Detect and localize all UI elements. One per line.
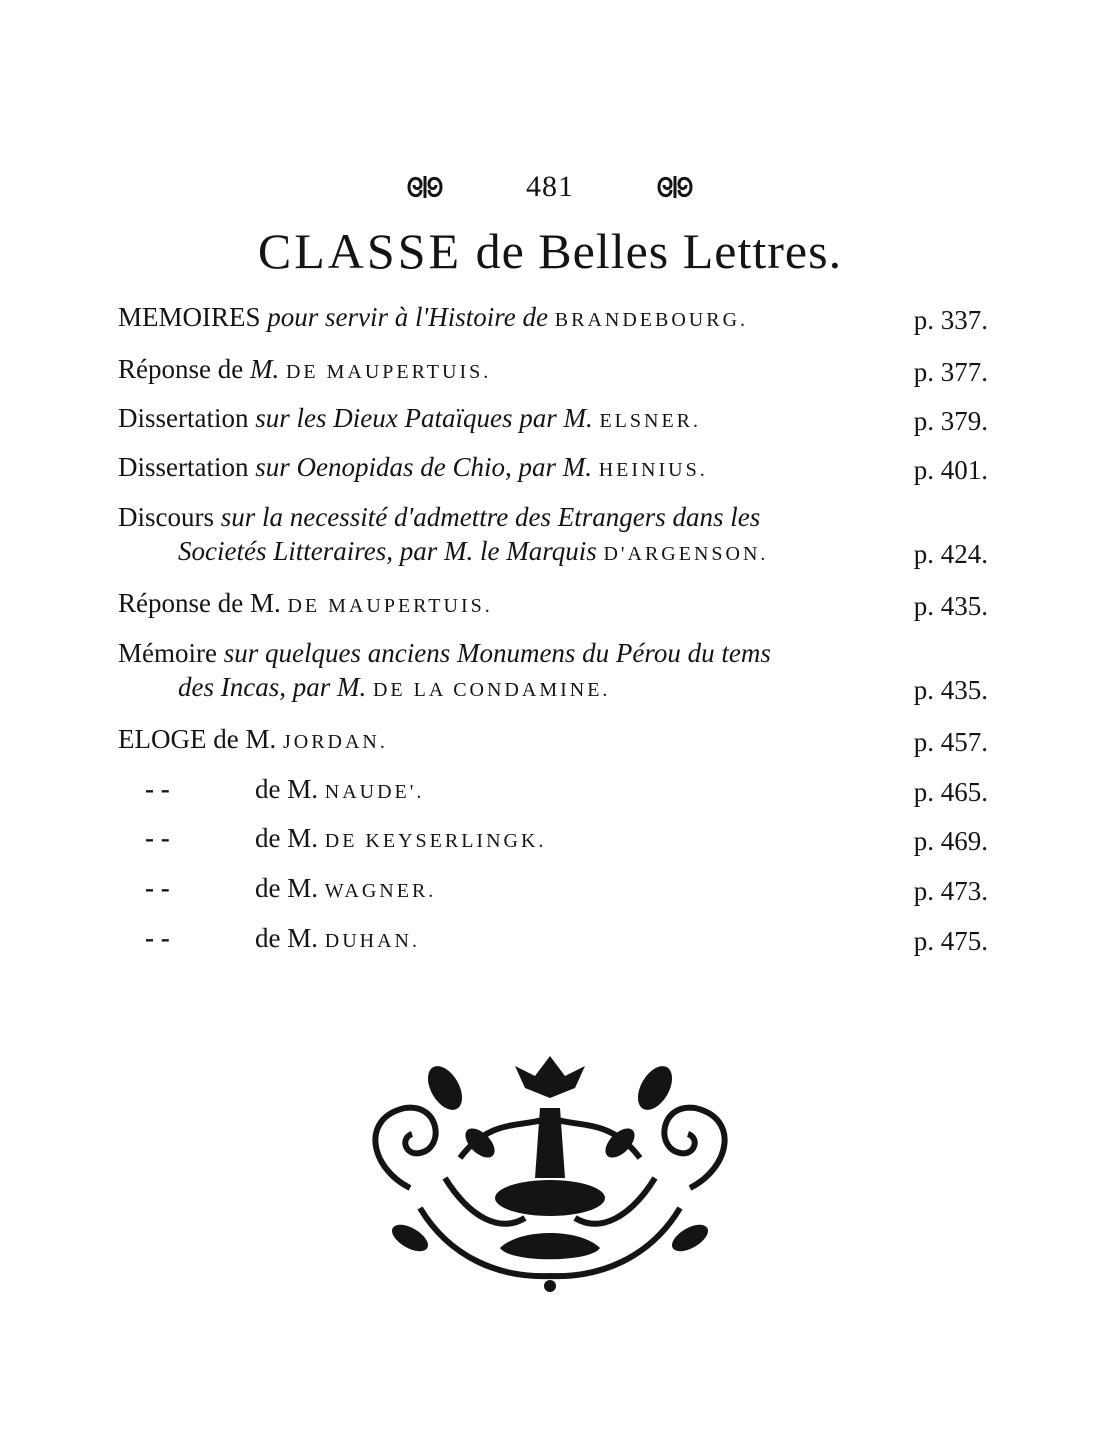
entry-page: p. 473. (913, 876, 988, 906)
entry-roman: Réponse de (118, 354, 250, 384)
eloge-text: de M. (255, 923, 325, 953)
entry-italic: sur Oenopidas de Chio, par M. (255, 452, 599, 482)
entry-author: BRANDEBOURG. (554, 309, 749, 331)
entry-page: p. 377. (913, 357, 988, 387)
fleuron-icon (405, 172, 445, 202)
entry-page: p. 435. (913, 675, 988, 705)
eloge-text: de M. (255, 823, 325, 853)
eloge-entry (145, 921, 988, 958)
fleuron-icon (655, 172, 695, 202)
ditto-dashes: - - (145, 823, 170, 853)
eloge-text: de M. (255, 873, 325, 903)
entry-roman: MEMOIRES (118, 302, 268, 332)
ditto-dashes: - - (145, 774, 170, 804)
toc-entry (118, 500, 988, 571)
entry-page: p. 379. (913, 406, 988, 436)
entry-page: p. 424. (913, 539, 988, 569)
entry-roman: ELOGE de M. (118, 724, 283, 754)
entry-roman: Mémoire (118, 638, 224, 668)
entry-roman: Dissertation (118, 403, 256, 433)
page-header (0, 168, 1100, 204)
eloge-entry (145, 821, 988, 858)
section-title (0, 222, 1100, 280)
section-title-rest: de Belles Lettres. (475, 223, 843, 279)
entry-author: HEINIUS. (598, 459, 708, 481)
entry-italic: sur la necessité d'admettre des Etrangers dans les (220, 502, 761, 532)
toc-entry (118, 300, 988, 337)
eloge-text: de M. (255, 774, 325, 804)
entry-page: p. 435. (913, 591, 988, 621)
entry-author: ELSNER. (599, 410, 702, 432)
entry-author: D'ARGENSON. (603, 543, 769, 565)
entry-italic-continued: Societés Litteraires, par M. le Marquis (178, 536, 604, 566)
eloge-name: DUHAN. (324, 930, 420, 952)
ditto-dashes: - - (145, 923, 170, 953)
entry-author: DE LA CONDAMINE. (372, 679, 611, 701)
entry-italic: M. (249, 354, 286, 384)
entry-page: p. 465. (913, 777, 988, 807)
entry-italic-continued: des Incas, par M. (178, 672, 373, 702)
ditto-dashes: - - (145, 873, 170, 903)
page-number: 481 (526, 170, 574, 203)
entry-italic: sur les Dieux Pataïques par M. (255, 403, 600, 433)
entry-roman: Discours (118, 502, 221, 532)
toc-entry (118, 352, 988, 389)
toc-entry (118, 722, 988, 759)
entry-italic: pour servir à l'Histoire de (267, 302, 555, 332)
section-title-lead: CLASSE (257, 223, 463, 279)
entry-author: DE MAUPERTUIS. (285, 361, 492, 383)
entry-author: DE MAUPERTUIS. (287, 595, 493, 617)
entry-page: p. 337. (913, 305, 988, 335)
floral-vignette-icon (350, 1048, 750, 1298)
eloge-entry (145, 772, 988, 809)
eloge-name: NAUDE'. (324, 781, 425, 803)
entry-roman: Réponse de M. (118, 588, 288, 618)
entry-page: p. 475. (913, 926, 988, 956)
entry-roman: Dissertation (118, 452, 256, 482)
toc-entry (118, 450, 988, 487)
toc-entry (118, 636, 988, 707)
entry-page: p. 401. (913, 455, 988, 485)
eloge-name: WAGNER. (324, 880, 437, 902)
toc-entry (118, 586, 988, 623)
entry-italic: sur quelques anciens Monumens du Pérou du tems (223, 638, 771, 668)
eloge-name: DE KEYSERLINGK. (324, 830, 547, 852)
entry-page: p. 457. (913, 727, 988, 757)
toc-entry (118, 401, 988, 438)
entry-author: JORDAN. (282, 731, 388, 753)
entry-page: p. 469. (913, 826, 988, 856)
eloge-entry (145, 871, 988, 908)
